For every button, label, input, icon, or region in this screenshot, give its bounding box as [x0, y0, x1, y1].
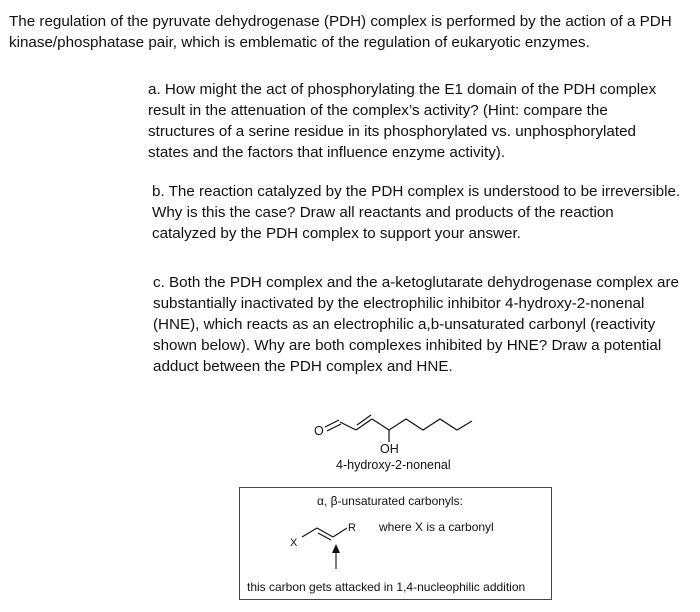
question-b: b. The reaction catalyzed by the PDH complex is understood to be irreversible. Why is this the case? Draw all reactants and products of the reaction catalyzed by the PDH complex to support your answer.	[152, 183, 681, 242]
oxygen-atom: O	[314, 424, 324, 438]
molecule-name: 4-hydroxy-2-nonenal	[336, 458, 451, 472]
box-caption: this carbon gets attacked in 1,4-nucleophilic addition	[247, 580, 526, 594]
where-text: where X is a carbonyl	[379, 520, 494, 534]
double-bond-b	[318, 533, 331, 540]
r-group: R	[348, 522, 356, 534]
x-c-bond	[302, 528, 317, 537]
question-a: a. How might the act of phosphorylating the E1 domain of the PDH complex result in the attenuation of the complex’s activity? (Hint: compare the structures of a serine residue in its phosphorylated vs. unphosphorylated states and the factors that influence enzyme activity).	[148, 81, 657, 161]
attack-arrow	[332, 544, 340, 569]
c2-c3-double-bond-b	[357, 415, 371, 425]
unsaturated-carbonyl-structure	[302, 528, 347, 540]
hne-structure	[325, 415, 472, 442]
intro-paragraph: The regulation of the pyruvate dehydrogenase (PDH) complex is performed by the action of a PDH kinase/phosphatase pair, which is emblematic of the regulation of eukaryotic enzymes.	[9, 13, 672, 51]
alkyl-chain	[389, 419, 472, 430]
c3-c4-bond	[372, 419, 389, 430]
hydroxyl-label: OH	[380, 442, 399, 456]
c-r-bond	[333, 528, 347, 537]
question-c: c. Both the PDH complex and the a-ketoglutarate dehydrogenase complex are substantially inactivated by the electrophilic inhibitor 4-hydroxy-2-nonenal (HNE), which reacts as an electrophilic a,b-unsaturated carbonyl (reactivity shown below). Why are both complexes inhibited by HNE? Draw a potential adduct between the PDH complex and HNE.	[153, 274, 679, 375]
c1-c2-bond	[340, 422, 356, 430]
double-bond-a	[317, 528, 333, 537]
x-atom: X	[290, 537, 298, 549]
box-title: α, β-unsaturated carbonyls:	[317, 494, 463, 508]
